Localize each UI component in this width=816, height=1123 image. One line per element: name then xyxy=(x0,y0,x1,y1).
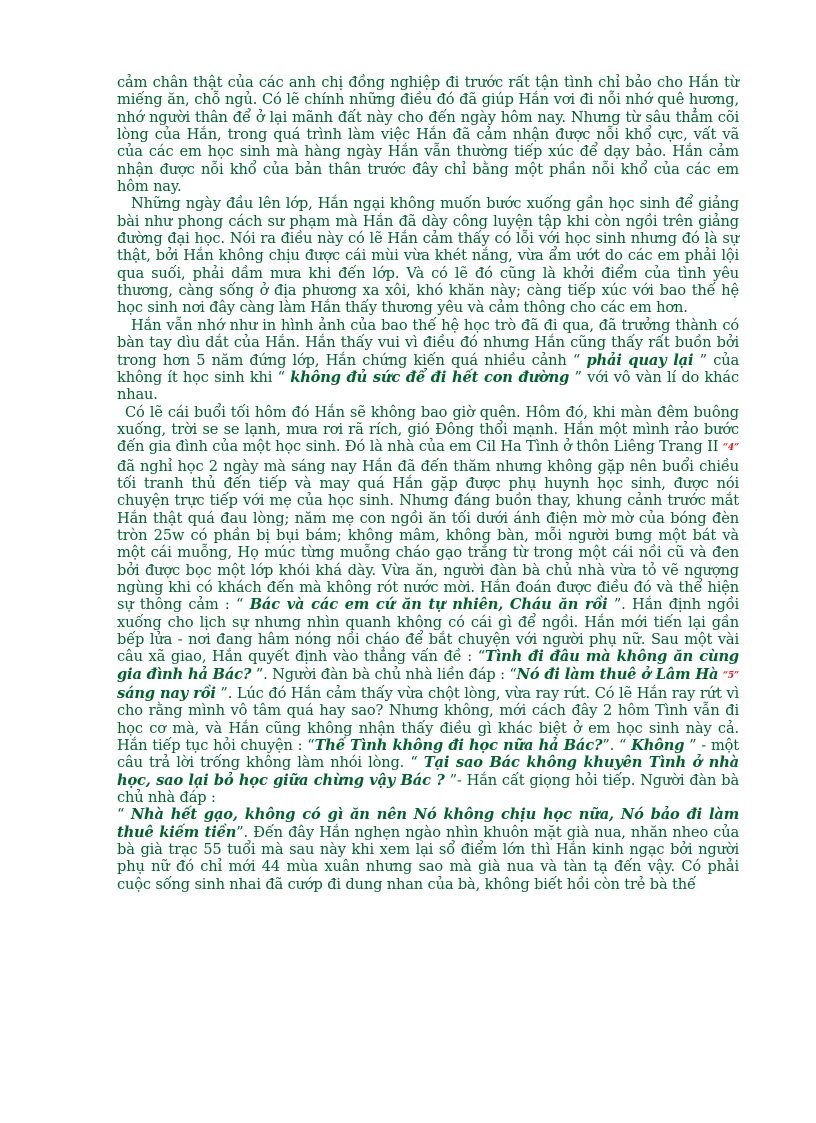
paragraph-3 xyxy=(117,317,739,404)
dialogue-line: Tại sao Bác không khuyên Tình ở nhà học, sao lại bỏ học giữa chừng vậy Bác ? xyxy=(117,754,739,789)
paragraph-2 xyxy=(117,195,739,316)
quote-khong-du-suc: không đủ sức để đi hết con đường xyxy=(290,368,570,386)
paragraph-4-text: ”. “ xyxy=(602,737,627,755)
paragraph-1 xyxy=(117,74,739,195)
dialogue-line: sáng nay rồi xyxy=(117,685,216,703)
paragraph-5-text: “ xyxy=(117,806,125,824)
paragraph-4-text: ”. Lúc đó Hắn cảm thấy vừa chột lòng, vừa ray rứt. Có lẽ Hắn ray rứt vì cho rằng mình vô tâm quá hay sao? Nhưng không, mới cách đây 2 hôm Tình vẫn đi học cơ mà, và Hắn cũng không nhận thấy điều gì khác biệt ở em học sinh này cả. Hắn tiếp tục hỏi chuyện : “ xyxy=(117,685,739,755)
paragraph-4-text: ”. Người đàn bà chủ nhà liền đáp : “ xyxy=(255,665,517,683)
paragraph-4-text: ” - một câu trả lời trống không làm nhói lòng. “ xyxy=(117,737,739,772)
paragraph-3-text: ” với vô vàn lí do khác nhau. xyxy=(117,368,739,404)
document-page xyxy=(117,74,739,893)
paragraph-3-text: Hắn vẫn nhớ như in hình ảnh của bao thế hệ học trò đã đi qua, đã trưởng thành có bàn tay dìu dắt của Hắn. Hắn thấy vui vì điều đó nhưng Hắn cũng thấy rất buồn bởi trong hơn 5 năm đứng lớp, Hắn chứng kiến quá nhiều cảnh “ xyxy=(117,316,739,369)
dialogue-line: Không xyxy=(631,737,685,755)
dialogue-line: Tình đi đâu mà không ăn cùng gia đình hả Bác? xyxy=(117,648,739,683)
dialogue-line: Bác và các em cứ ăn tự nhiên, Cháu ăn rồi xyxy=(249,596,608,614)
dialogue-line: Thế Tình không đi học nữa hả Bác? xyxy=(314,737,603,755)
dialogue-line: Nó đi làm thuê ở Lâm Hà xyxy=(516,665,719,683)
paragraph-4-text: ”. Hắn định ngồi xuống cho lịch sự nhưng nhìn quanh không có cái gì để ngồi. Hắn mới tiến lại gần bếp lửa - nơi đang hâm nóng nồi cháo để bắt chuyện với người phụ nữ. Sau một vài câu xã giao, Hắn quyết định vào thẳng vấn đề : “ xyxy=(117,596,739,666)
paragraph-4 xyxy=(117,404,739,807)
footnote-marker-4: “4” xyxy=(722,443,739,454)
paragraph-5-text: ”. Đến đây Hắn nghẹn ngào nhìn khuôn mặt già nua, nhăn nheo của bà già trạc 55 tuổi mà sau này khi xem lại sổ điểm lớn thì Hắn kinh ngạc bởi người phụ nữ đó chỉ mới 44 mùa xuân nhưng sao mà già nua và tàn tạ đến vậy. Có phải cuộc sống sinh nhai đã cướp đi dung nhan của bà, không biết hồi còn trẻ bà thế xyxy=(117,823,739,893)
paragraph-4-text: Có lẽ cái buổi tối hôm đó Hắn sẽ không bao giờ quên. Hôm đó, khi màn đêm buông xuống, trời se se lạnh, mưa rơi rã rích, gió Đông thổi mạnh. Hắn một mình rảo bước đến gia đình của một học sinh. Đó là nhà của em Cil Ha Tình ở thôn Liêng Trang II xyxy=(117,403,739,456)
paragraph-3-text: ” của không ít học sinh khi “ xyxy=(117,351,740,386)
paragraph-2-text: Những ngày đầu lên lớp, Hắn ngại không muốn bước xuống gần học sinh để giảng bài như phong cách sư phạm mà Hắn đã dày công luyện tập khi còn ngồi trên giảng đường đại học. Nói ra điều này có lẽ Hắn cảm thấy có lỗi với học sinh nhưng đó là sự thật, bởi Hắn không chịu được cái mùi vừa khét nắng, vừa ẩm ướt do các em phải lội qua suối, phải dầm mưa khi đến lớp. Và có lẽ đó cũng là khởi điểm của tình yêu thương, càng sống ở địa phương xa xôi, khó khăn này; càng tiếp xúc với bao thế hệ học sinh nơi đây càng làm Hắn thấy thương yêu và cảm thông cho các em hơn. xyxy=(117,195,739,317)
paragraph-5 xyxy=(117,806,739,893)
paragraph-4-text: ”- Hắn cất giọng hỏi tiếp. Người đàn bà chủ nhà đáp : xyxy=(117,771,739,807)
paragraph-4-text: đã nghỉ học 2 ngày mà sáng nay Hắn đã đến thăm nhưng không gặp nên buổi chiều tối tranh thủ đến tiếp và may quá Hắn gặp được phụ huynh học sinh, được nói chuyện trực tiếp với mẹ của học sinh. Nhưng đáng buồn thay, khung cảnh trước mắt Hắn thật quá đau lòng; năm mẹ con ngồi ăn tối dưới ánh điện mờ mờ của bóng đèn tròn 25w có phần bị bụi bám; không mâm, không bàn, mỗi người bưng một bát và một cái muỗng, Họ múc từng muỗng cháo gạo trắng từ trong một cái nồi cũ và đen bởi được bọc một lớp khói khá dày. Vừa ăn, người đàn bà chủ nhà vừa tỏ vẽ ngượng ngùng khi có khách đến mà không rót nước mời. Hắn đoán được điều đó và thể hiện sự thông cảm : “ xyxy=(117,457,739,614)
footnote-marker-5: “5” xyxy=(722,670,740,681)
dialogue-line: Nhà hết gạo, không có gì ăn nên Nó không chịu học nữa, Nó bảo đi làm thuê kiếm tiền xyxy=(117,806,739,841)
paragraph-1-text: cảm chân thật của các anh chị đồng nghiệp đi trước rất tận tình chỉ bảo cho Hắn từ miếng ăn, chỗ ngủ. Có lẽ chính những điều đó đã giúp Hắn vơi đi nỗi nhớ quê hương, nhớ người thân để ở lại mãnh đất này cho đến ngày hôm nay. Nhưng từ sâu thẳm cõi lòng của Hắn, trong quá trình làm việc Hắn đã cảm nhận được nỗi khổ cực, vất vã của các em học sinh mà hàng ngày Hắn vẫn thường tiếp xúc để dạy bảo. Hắn cảm nhận được nỗi khổ của bản thân trước đây chỉ bằng một phần nỗi khổ của các em hôm nay. xyxy=(117,74,739,196)
quote-phai-quay-lai: phải quay lại xyxy=(586,351,694,369)
